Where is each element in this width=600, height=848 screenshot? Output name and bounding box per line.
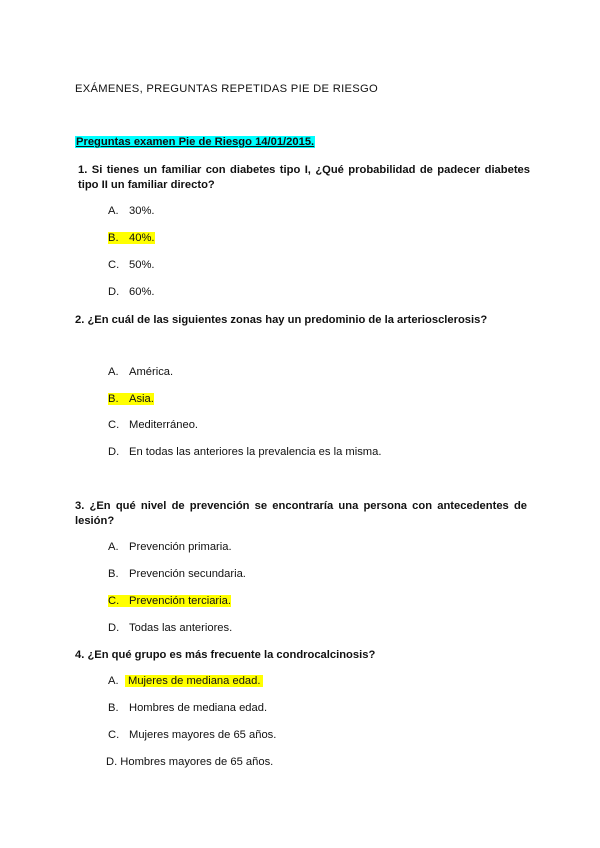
option-text: Todas las anteriores. bbox=[129, 622, 233, 634]
option-1a bbox=[108, 205, 155, 217]
option-2c bbox=[108, 419, 198, 431]
option-text: 60%. bbox=[129, 286, 155, 298]
option-text: 40%. bbox=[129, 232, 155, 244]
option-3d bbox=[108, 622, 232, 634]
option-letter: A. bbox=[108, 205, 119, 217]
option-text: Prevención primaria. bbox=[129, 541, 232, 553]
option-2a bbox=[108, 366, 173, 378]
option-1b-correct bbox=[108, 232, 155, 244]
option-text: Prevención secundaria. bbox=[129, 568, 246, 580]
option-2d bbox=[108, 446, 381, 458]
option-text: Asia. bbox=[129, 393, 154, 405]
option-letter: C. bbox=[108, 729, 120, 741]
option-letter: B. bbox=[108, 393, 119, 405]
option-4a-correct bbox=[108, 675, 263, 687]
question-3: 3. ¿En qué nivel de prevención se encontraría una persona con antecedentes de lesión? bbox=[75, 500, 527, 527]
option-letter: A. bbox=[108, 366, 119, 378]
option-letter: C. bbox=[108, 259, 120, 271]
option-text: Mujeres mayores de 65 años. bbox=[129, 729, 277, 741]
question-4: 4. ¿En qué grupo es más frecuente la condrocalcinosis? bbox=[75, 649, 376, 661]
option-letter: B. bbox=[108, 232, 119, 244]
option-text: Prevención terciaria. bbox=[129, 595, 231, 607]
option-4b bbox=[108, 702, 267, 714]
option-text: 30%. bbox=[129, 205, 155, 217]
option-text: Hombres de mediana edad. bbox=[129, 702, 268, 714]
option-3c-correct bbox=[108, 595, 231, 607]
option-1c bbox=[108, 259, 155, 271]
option-text: América. bbox=[129, 366, 174, 378]
option-4d: D. Hombres mayores de 65 años. bbox=[106, 756, 274, 768]
option-text: En todas las anteriores la prevalencia es la misma. bbox=[129, 446, 382, 458]
option-letter: B. bbox=[108, 702, 119, 714]
section-heading: Preguntas examen Pie de Riesgo 14/01/2015. bbox=[76, 136, 315, 148]
document-title: EXÁMENES, PREGUNTAS REPETIDAS PIE DE RIESGO bbox=[75, 83, 379, 95]
option-2b-correct bbox=[108, 393, 154, 405]
option-3a bbox=[108, 541, 232, 553]
option-1d bbox=[108, 286, 155, 298]
option-4c bbox=[108, 729, 276, 741]
option-letter: A. bbox=[108, 675, 119, 687]
option-letter: D. bbox=[108, 446, 120, 458]
question-1: 1. Si tienes un familiar con diabetes tipo I, ¿Qué probabilidad de padecer diabetes tipo II un familiar directo? bbox=[78, 164, 530, 191]
option-letter: C. bbox=[108, 419, 120, 431]
option-text: 50%. bbox=[129, 259, 155, 271]
option-letter: D. bbox=[108, 286, 120, 298]
option-text: Mujeres de mediana edad. bbox=[125, 675, 263, 687]
option-text: Mediterráneo. bbox=[129, 419, 199, 431]
option-letter: B. bbox=[108, 568, 119, 580]
option-letter: C. bbox=[108, 595, 120, 607]
question-2: 2. ¿En cuál de las siguientes zonas hay un predominio de la arteriosclerosis? bbox=[75, 314, 488, 326]
option-3b bbox=[108, 568, 246, 580]
option-letter: A. bbox=[108, 541, 119, 553]
option-letter: D. bbox=[108, 622, 120, 634]
